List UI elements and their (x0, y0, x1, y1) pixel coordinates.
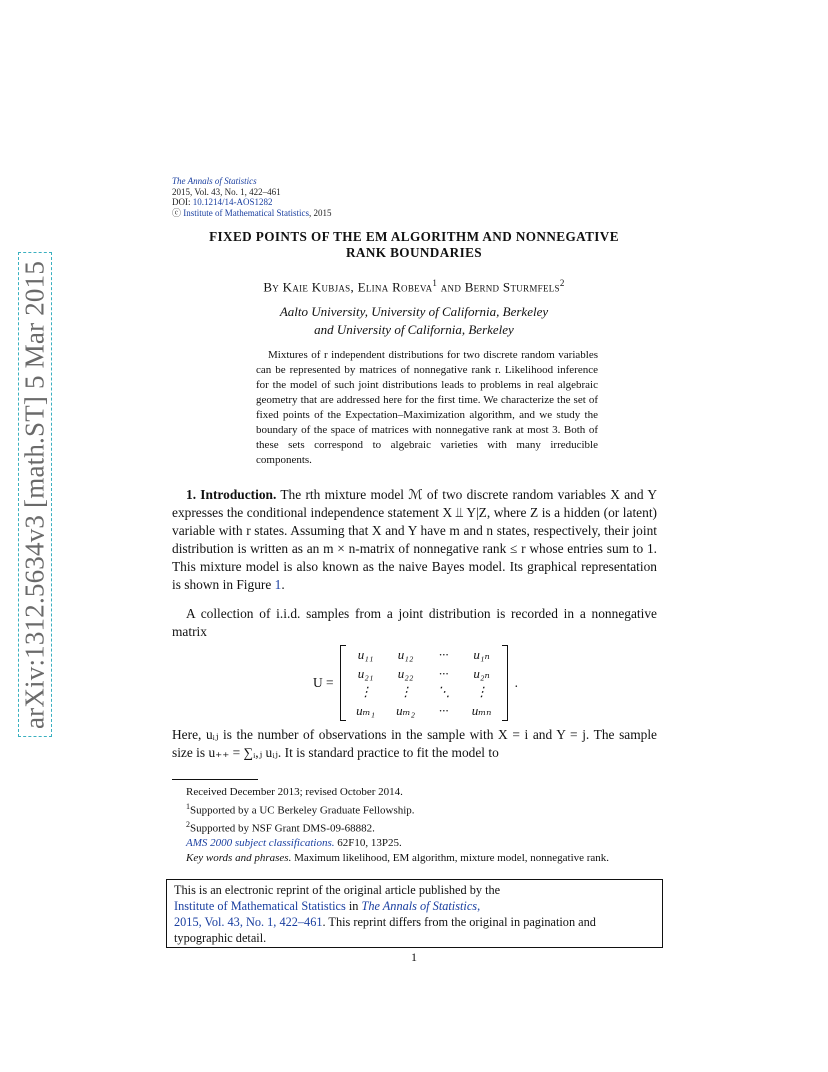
author-1: Kaie Kubjas, (282, 279, 358, 295)
matrix-cell: uₘ₁ (356, 702, 376, 718)
matrix-label: U = (313, 675, 334, 690)
doi-link[interactable]: 10.1214/14-AOS1282 (192, 197, 273, 207)
matrix-cell: uₘₙ (471, 702, 492, 718)
section-heading: 1. Introduction. (186, 487, 277, 502)
affiliations (160, 303, 668, 339)
matrix-cell: ⋮ (359, 684, 373, 700)
intro-text: The rth mixture model ℳ of two discrete random variables X and Y expresses the conditional independence statement X ⫫ Y|Z, where Z is a hidden (or latent) variable with r states. Assuming that X and Y have m and n states, respectively, their joint distribution is written as an m × n-matrix of nonnegative rank ≤ r whose entries sum to 1. This mixture model is also known as the naive Bayes model. Its graphical representation is shown in Figure (172, 487, 657, 592)
title-line-1: FIXED POINTS OF THE EM ALGORITHM AND NONNEGATIVE (209, 229, 619, 244)
arxiv-stamp-text: arXiv:1312.5634v3 [math.ST] 5 Mar 2015 (19, 260, 50, 729)
footnote-mark-2[interactable]: 2 (559, 278, 565, 288)
matrix-cell: uₘ₂ (396, 702, 416, 718)
reprint-notice: This is an electronic reprint of the original article published by the Institute of Mathematical Statistics in The Annals of Statistics, 2015, Vol. 43, No. 1, 422–461. This reprint differs from the original in pagination and typographic detail. (166, 879, 663, 948)
copyright-icon: ⓒ (172, 207, 182, 218)
paragraph-samples: A collection of i.i.d. samples from a joint distribution is recorded in a nonnegative matrix (172, 606, 657, 639)
reprint-journal-link[interactable]: The Annals of Statistics (361, 899, 478, 913)
author-3: Bernd Sturmfels (464, 279, 560, 295)
footnote-rule (172, 779, 258, 780)
right-bracket (502, 645, 508, 721)
keywords: Key words and phrases. Maximum likelihood, EM algorithm, mixture model, nonnegative rank. (186, 851, 610, 864)
matrix-cell: u₁₁ (357, 647, 374, 663)
matrix-cell: u₂₂ (397, 665, 414, 681)
publisher-link[interactable]: Institute of Mathematical Statistics (183, 207, 309, 218)
journal-name[interactable]: The Annals of Statistics (172, 176, 257, 186)
received-note: Received December 2013; revised October 2014. (186, 786, 403, 798)
matrix-u (346, 646, 502, 720)
author-2: Elina Robeva (357, 279, 433, 295)
abstract: Mixtures of r independent distributions for two discrete random variables can be represented by matrices of nonnegative rank r. Likelihood inference for the model of such joint distributions leads to problems in real algebraic geometry that are addressed here for the first time. We characterize the set of fixed points of the Expectation–Maximization algorithm, and we study the boundary of the space of matrices with nonnegative rank at most 3. Both of these sets correspond to algebraic varieties with many irreducible components. (256, 349, 598, 466)
ams-classification: AMS 2000 subject classifications. 62F10, 13P25. (186, 837, 402, 850)
figure-link[interactable]: 1 (274, 577, 282, 592)
journal-doi: DOI: 10.1214/14-AOS1282 (172, 197, 273, 207)
matrix-cell: u₂₁ (357, 665, 374, 681)
ams-link[interactable]: AMS 2000 subject classifications. (186, 837, 335, 850)
paper-title (160, 229, 668, 261)
journal-copyright: ⓒ Institute of Mathematical Statistics, 2015 (172, 207, 332, 218)
footnotes (172, 785, 657, 865)
introduction-paragraph: 1. Introduction. The rth mixture model ℳ of two discrete random variables X and Y expresses the conditional independence statement X ⫫ Y|Z, where Z is a hidden (or latent) variable with r states. Assuming that X and Y have m and n states, respectively, their joint distribution is written as an m × n-matrix of nonnegative rank ≤ r whose entries sum to 1. This mixture model is also known as the naive Bayes model. Its graphical representation is shown in Figure 1. (172, 487, 657, 592)
matrix-cell: ⋮ (399, 684, 413, 700)
journal-volume: 2015, Vol. 43, No. 1, 422–461 (172, 186, 281, 197)
authors: By Kaie Kubjas, Elina Robeva$^1$ and Bernd Sturmfels$^2$ (263, 278, 565, 295)
matrix-cell: ··· (438, 647, 449, 663)
footnote-1: $^1$Supported by a UC Berkeley Graduate Fellowship. (186, 801, 415, 817)
matrix-cell: u₁ₙ (473, 647, 490, 663)
reprint-citation-link[interactable]: 2015, Vol. 43, No. 1, 422–461 (174, 915, 323, 929)
affiliation-line-1: Aalto University, University of California, Berkeley (279, 304, 549, 319)
footnote-2: $^2$Supported by NSF Grant DMS-09-68882. (186, 819, 375, 835)
matrix-cell: ⋮ (475, 684, 489, 700)
affiliation-line-2: and University of California, Berkeley (314, 322, 514, 337)
matrix-equation (313, 645, 518, 721)
paragraph-sample-size: Here, uᵢⱼ is the number of observations in the sample with X = i and Y = j. The sample size is u₊₊ = ∑ᵢ,ⱼ uᵢⱼ. It is standard practice to fit the model to (172, 727, 657, 760)
matrix-cell: ··· (438, 702, 449, 718)
page-number: 1 (411, 950, 417, 964)
title-line-2: RANK BOUNDARIES (345, 245, 483, 260)
footnote-mark-1[interactable]: 1 (432, 278, 438, 288)
reprint-publisher-link[interactable]: Institute of Mathematical Statistics (174, 899, 346, 913)
journal-info (172, 176, 332, 218)
matrix-cell: u₂ₙ (473, 665, 490, 681)
arxiv-stamp (18, 252, 52, 737)
matrix-cell: u₁₂ (397, 647, 414, 663)
matrix-cell: ··· (438, 665, 449, 681)
matrix-cell: ⋱ (437, 684, 451, 700)
matrix-period: . (514, 675, 518, 690)
